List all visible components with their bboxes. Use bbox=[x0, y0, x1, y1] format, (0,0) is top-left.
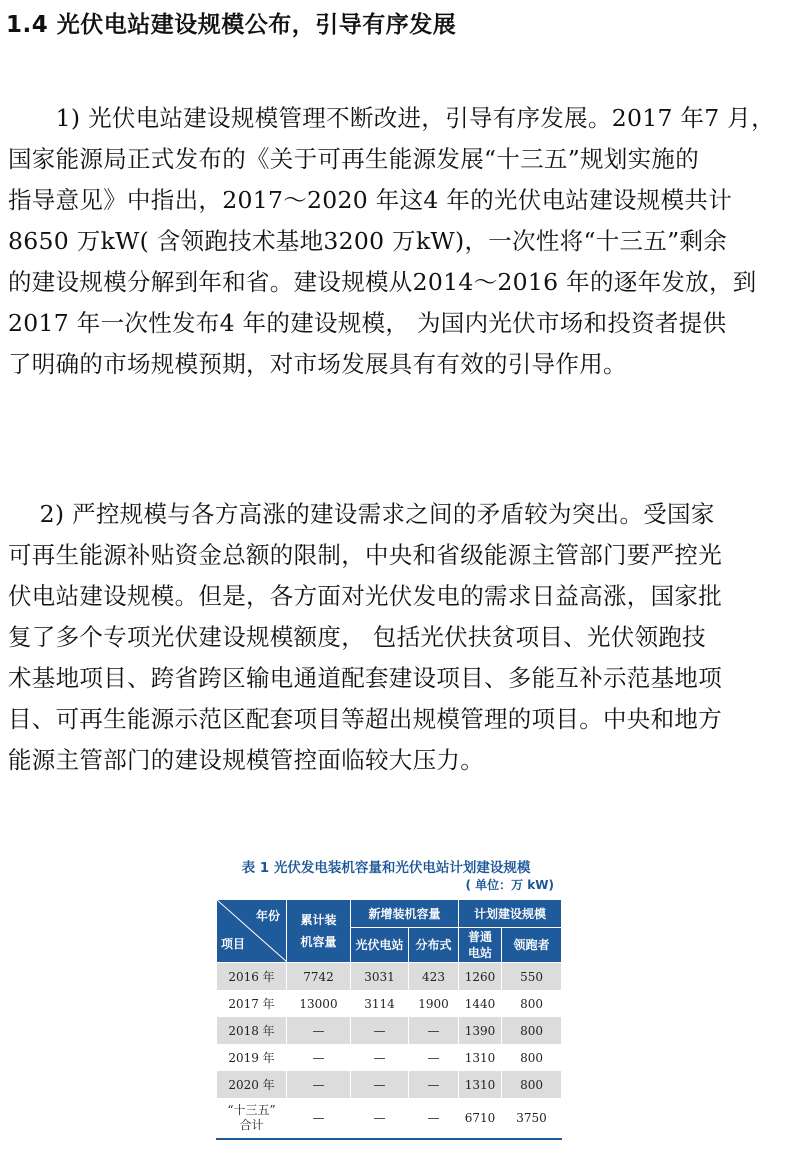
table-row bbox=[217, 1017, 562, 1044]
paragraph-2 bbox=[8, 494, 784, 781]
header-year: 年份 bbox=[255, 909, 280, 923]
paragraph-line: 国家能源局正式发布的《关于可再生能源发展“十三五”规划实施的 bbox=[8, 145, 700, 173]
cell-cumulative: 13000 bbox=[287, 990, 351, 1017]
cell-distributed: — bbox=[409, 1017, 459, 1044]
table-row bbox=[217, 990, 562, 1017]
paragraph-line: 复了多个专项光伏建设规模额度， 包括光伏扶贫项目、光伏领跑技 bbox=[8, 623, 706, 651]
cell-ordinary: 1440 bbox=[459, 990, 502, 1017]
paragraph-1 bbox=[8, 98, 784, 385]
paragraph-line: 2017 年一次性发布4 年的建设规模， 为国内光伏市场和投资者提供 bbox=[8, 309, 727, 337]
cell-leader: 800 bbox=[502, 990, 562, 1017]
paragraph-line: 的建设规模分解到年和省。建设规模从2014～2016 年的逐年发放，到 bbox=[8, 268, 757, 296]
cell-distributed: — bbox=[409, 1071, 459, 1098]
header-cumulative-label: 累计装 机容量 bbox=[300, 913, 337, 949]
capacity-table bbox=[216, 899, 562, 1140]
paragraph-line: 目、可再生能源示范区配套项目等超出规模管理的项目。中央和地方 bbox=[8, 705, 722, 733]
cell-pv-station: — bbox=[351, 1071, 409, 1098]
header-diagonal-cell bbox=[217, 900, 287, 963]
cell-cumulative: — bbox=[287, 1017, 351, 1044]
paragraph-line: 指导意见》中指出，2017～2020 年这4 年的光伏电站建设规模共计 bbox=[8, 186, 733, 214]
paragraph-line: 了明确的市场规模预期，对市场发展具有有效的引导作用。 bbox=[8, 350, 627, 378]
cell-ordinary: 6710 bbox=[459, 1098, 502, 1139]
table-row bbox=[217, 963, 562, 991]
table-title: 表 1 光伏发电装机容量和光伏电站计划建设规模 bbox=[241, 860, 531, 876]
cell-distributed: 1900 bbox=[409, 990, 459, 1017]
cell-pv-station: — bbox=[351, 1098, 409, 1139]
header-new-capacity: 新增装机容量 bbox=[351, 900, 459, 928]
cell-ordinary: 1310 bbox=[459, 1044, 502, 1071]
paragraph-line: 2) 严控规模与各方高涨的建设需求之间的矛盾较为突出。受国家 bbox=[8, 500, 715, 528]
cell-year: 2018 年 bbox=[217, 1017, 287, 1044]
cell-leader: 550 bbox=[502, 963, 562, 991]
cell-pv-station: 3114 bbox=[351, 990, 409, 1017]
cell-year: 2019 年 bbox=[217, 1044, 287, 1071]
cell-year: 2017 年 bbox=[217, 990, 287, 1017]
cell-ordinary: 1310 bbox=[459, 1071, 502, 1098]
cell-cumulative: 7742 bbox=[287, 963, 351, 991]
cell-ordinary: 1260 bbox=[459, 963, 502, 991]
header-cumulative bbox=[287, 900, 351, 963]
cell-distributed: — bbox=[409, 1044, 459, 1071]
cell-leader: 800 bbox=[502, 1044, 562, 1071]
cell-leader: 3750 bbox=[502, 1098, 562, 1139]
paragraph-line: 伏电站建设规模。但是，各方面对光伏发电的需求日益高涨，国家批 bbox=[8, 582, 722, 610]
cell-year: 2020 年 bbox=[217, 1071, 287, 1098]
cell-leader: 800 bbox=[502, 1017, 562, 1044]
cell-distributed: — bbox=[409, 1098, 459, 1139]
cell-year: 2016 年 bbox=[217, 963, 287, 991]
cell-pv-station: — bbox=[351, 1017, 409, 1044]
header-ordinary bbox=[459, 928, 502, 963]
cell-cumulative: — bbox=[287, 1098, 351, 1139]
table-unit: ( 单位：万 kW) bbox=[465, 878, 554, 892]
header-leader: 领跑者 bbox=[502, 928, 562, 963]
cell-distributed: 423 bbox=[409, 963, 459, 991]
table-row bbox=[217, 1044, 562, 1071]
paragraph-line: 术基地项目、跨省跨区输电通道配套建设项目、多能互补示范基地项 bbox=[8, 664, 722, 692]
section-heading: 1.4 光伏电站建设规模公布，引导有序发展 bbox=[6, 12, 457, 38]
cell-cumulative: — bbox=[287, 1044, 351, 1071]
cell-year: “十三五” 合计 bbox=[217, 1098, 287, 1139]
paragraph-line: 8650 万kW( 含领跑技术基地3200 万kW)，一次性将“十三五”剩余 bbox=[8, 227, 728, 255]
table-row bbox=[217, 1071, 562, 1098]
header-ordinary-label: 普通 电站 bbox=[468, 930, 493, 960]
paragraph-line: 能源主管部门的建设规模管控面临较大压力。 bbox=[8, 746, 484, 774]
cell-cumulative: — bbox=[287, 1071, 351, 1098]
cell-pv-station: — bbox=[351, 1044, 409, 1071]
cell-leader: 800 bbox=[502, 1071, 562, 1098]
header-item: 项目 bbox=[221, 937, 246, 951]
paragraph-line: 可再生能源补贴资金总额的限制，中央和省级能源主管部门要严控光 bbox=[8, 541, 722, 569]
cell-ordinary: 1390 bbox=[459, 1017, 502, 1044]
header-plan: 计划建设规模 bbox=[459, 900, 562, 928]
paragraph-line: 1) 光伏电站建设规模管理不断改进，引导有序发展。2017 年7 月， bbox=[8, 104, 775, 132]
table-row-total bbox=[217, 1098, 562, 1139]
table-figure bbox=[190, 838, 582, 1148]
header-distributed: 分布式 bbox=[409, 928, 459, 963]
cell-pv-station: 3031 bbox=[351, 963, 409, 991]
header-pv-station: 光伏电站 bbox=[351, 928, 409, 963]
